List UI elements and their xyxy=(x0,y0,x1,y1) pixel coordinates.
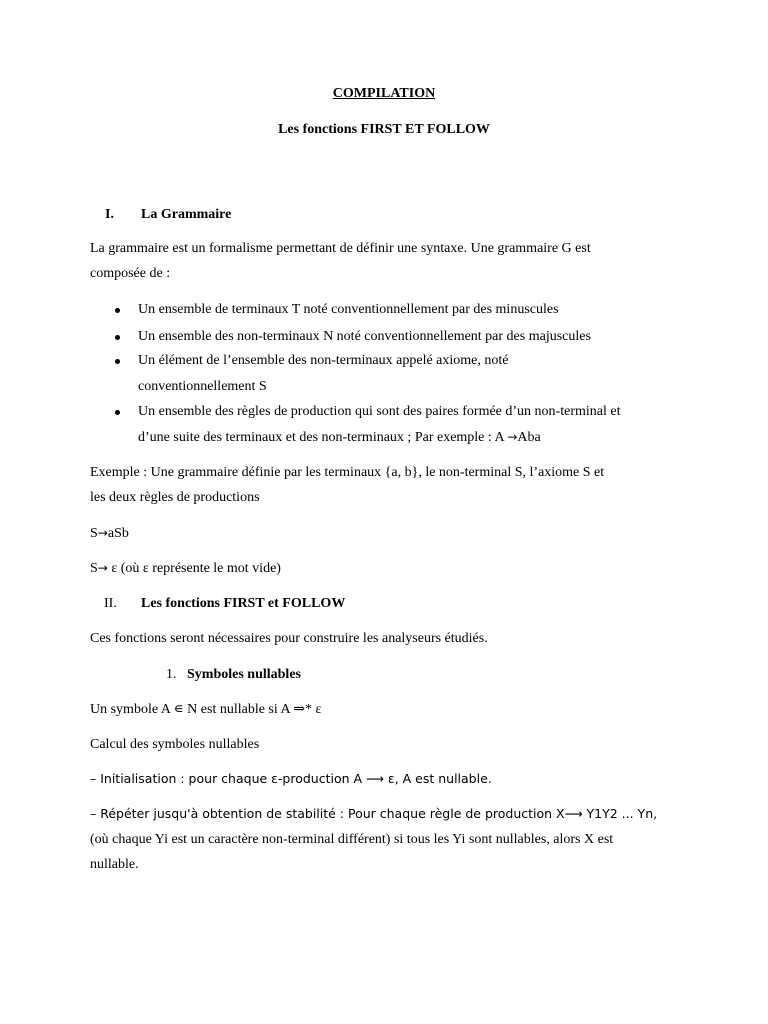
section-2-intro: Ces fonctions seront nécessaires pour construire les analyseurs étudiés. xyxy=(90,631,488,646)
bullet-icon xyxy=(115,308,120,313)
bullet-item-4: Un ensemble des règles de production qui sont des paires formée d’un non-terminal et xyxy=(138,404,621,419)
section-1-intro-line-2: composée de : xyxy=(90,266,171,281)
section-2-heading: Les fonctions FIRST et FOLLOW xyxy=(141,596,346,611)
bullet-icon xyxy=(115,335,120,340)
bullet-item-4-rule: Aba xyxy=(517,430,541,445)
bullet-item-3: Un élément de l’ensemble des non-terminaux appelé axiome, noté xyxy=(138,353,509,368)
document-title: COMPILATION xyxy=(332,86,436,101)
repeat-line-2: (où chaque Yi est un caractère non-terminal différent) si tous les Yi sont nullables, alors X est xyxy=(90,832,614,847)
section-1-heading: La Grammaire xyxy=(141,207,232,222)
repeat-line-1: – Répéter jusqu'à obtention de stabilité : Pour chaque règle de production X⟶ Y1Y2 ... Yn, xyxy=(90,806,658,821)
bullet-item-4-continued xyxy=(138,430,541,446)
calc-heading: Calcul des symboles nullables xyxy=(90,737,260,752)
rule-1-right: aSb xyxy=(107,526,129,541)
section-1-number: I. xyxy=(105,207,114,222)
right-arrow-icon: → xyxy=(97,526,108,540)
nullable-definition: Un symbole A ∊ N est nullable si A ⇒* ε xyxy=(90,702,322,717)
production-rule-1 xyxy=(90,526,129,542)
bullet-icon xyxy=(115,410,120,415)
section-1-intro-line-1: La grammaire est un formalisme permettant de définir une syntaxe. Une grammaire G est xyxy=(90,241,591,256)
example-line-1: Exemple : Une grammaire définie par les terminaux {a, b}, le non-terminal S, l’axiome S et xyxy=(90,465,605,480)
subsection-1-heading: Symboles nullables xyxy=(187,667,301,682)
rule-2-left: S xyxy=(90,561,98,576)
bullet-item-1: Un ensemble de terminaux T noté conventionnellement par des minuscules xyxy=(138,302,559,317)
subsection-1-number: 1. xyxy=(166,667,177,682)
bullet-icon xyxy=(115,359,120,364)
production-rule-2 xyxy=(90,561,281,577)
repeat-line-3: nullable. xyxy=(90,857,139,872)
bullet-item-2: Un ensemble des non-terminaux N noté conventionnellement par des majuscules xyxy=(138,329,591,344)
document-subtitle: Les fonctions FIRST ET FOLLOW xyxy=(278,122,490,137)
bullet-item-3-continued: conventionnellement S xyxy=(138,379,267,394)
bullet-item-4-text: d’une suite des terminaux et des non-terminaux ; Par exemple : A xyxy=(138,430,508,445)
example-line-2: les deux règles de productions xyxy=(90,490,260,505)
initialisation-line: – Initialisation : pour chaque ε-production A ⟶ ε, A est nullable. xyxy=(90,771,492,786)
rule-1-left: S xyxy=(90,526,98,541)
section-2-number: II. xyxy=(104,596,117,611)
rule-2-right: ε (où ε représente le mot vide) xyxy=(107,561,281,576)
right-arrow-icon: → xyxy=(97,561,108,575)
right-arrow-icon: → xyxy=(507,430,518,444)
